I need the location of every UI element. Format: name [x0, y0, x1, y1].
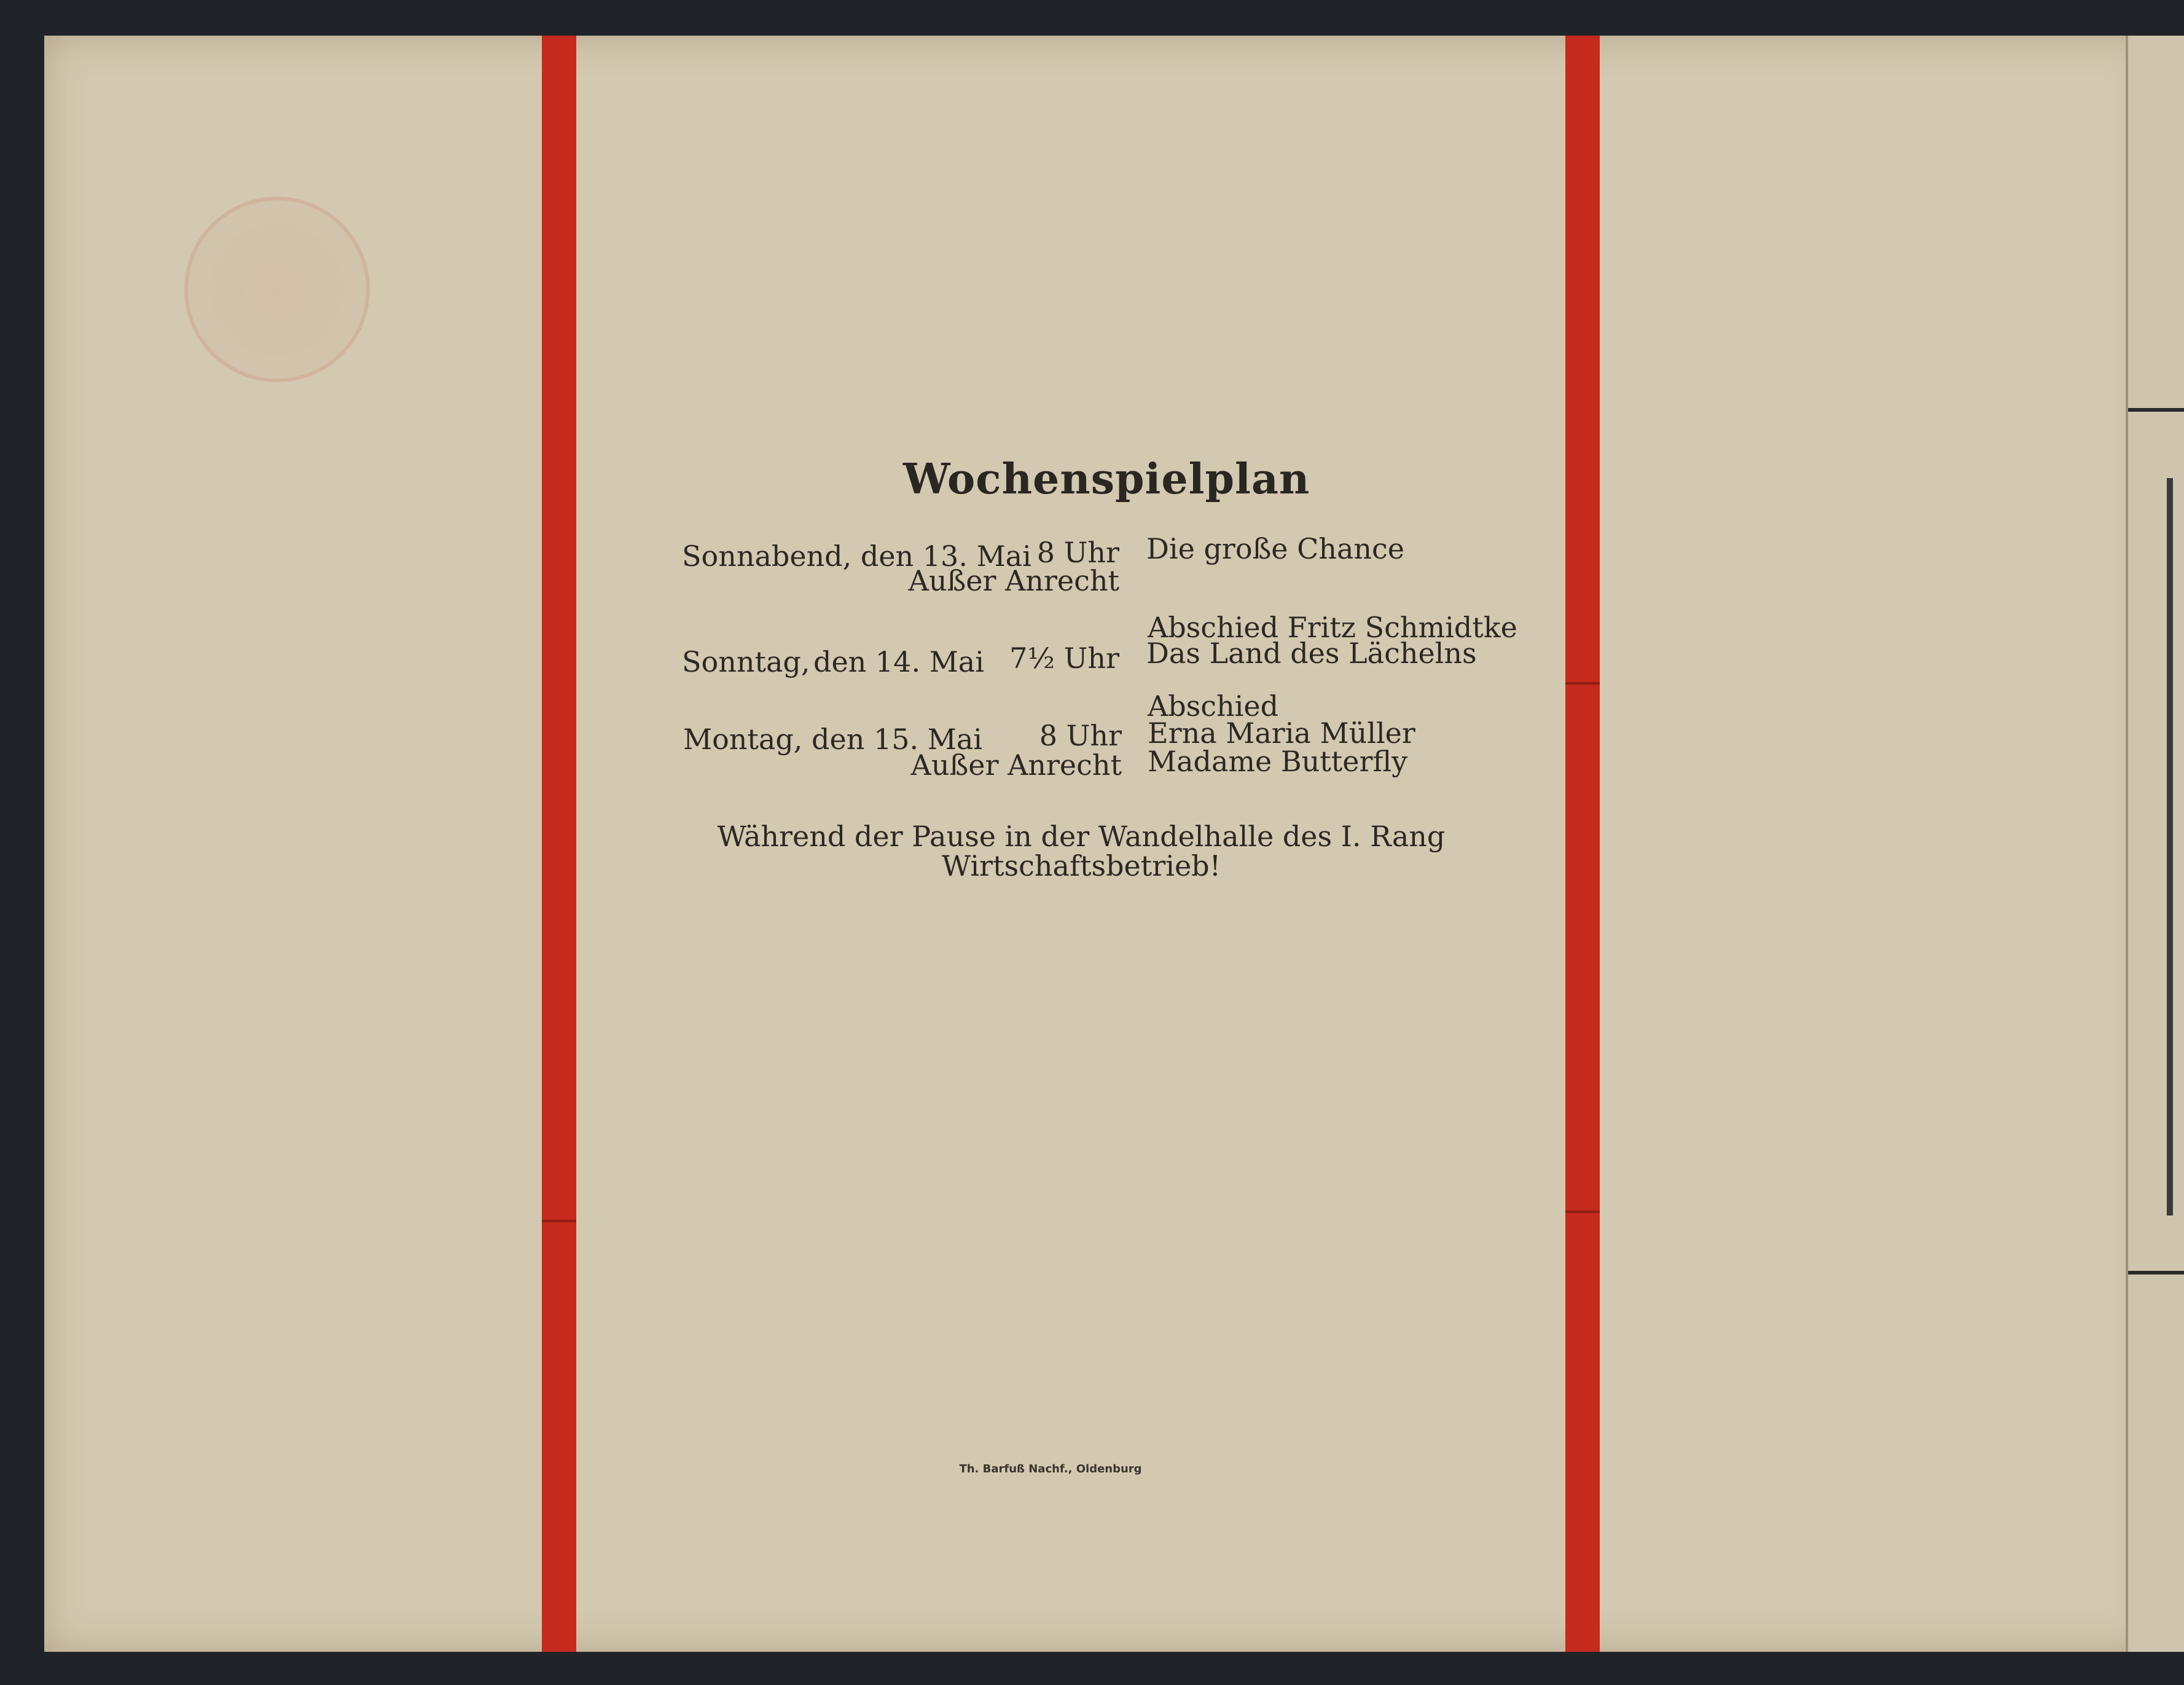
adjacent-rule	[2128, 408, 2184, 412]
fold-mark	[1565, 682, 1600, 685]
entry-date: Montag, den 15. Mai	[683, 723, 982, 756]
entry-farewell: Abschied Fritz Schmidtke	[1148, 611, 1517, 644]
red-stripe-left	[542, 36, 576, 1652]
adjacent-text-edge	[2167, 478, 2173, 1216]
adjacent-page-edge	[2126, 36, 2184, 1652]
entry-day: Sonntag,	[682, 645, 810, 678]
entry-time: 8 Uhr	[1039, 719, 1122, 752]
entry-time: 8 Uhr	[1036, 536, 1119, 569]
fold-mark	[1565, 1211, 1600, 1213]
entry-performance: Die große Chance	[1146, 532, 1404, 565]
intermission-line-1: Während der Pause in der Wandelhalle des I. Rang	[717, 820, 1446, 853]
entry-performance: Das Land des Lächelns	[1146, 637, 1477, 670]
entry-date: den 14. Mai	[813, 645, 984, 678]
red-stripe-right	[1565, 36, 1600, 1652]
adjacent-rule	[2128, 1271, 2184, 1275]
entry-performer: Erna Maria Müller	[1148, 717, 1415, 750]
faded-stamp	[184, 197, 370, 382]
intermission-line-2: Wirtschaftsbetrieb!	[941, 849, 1221, 882]
entry-performance: Madame Butterfly	[1148, 745, 1408, 778]
entry-time: 7½ Uhr	[1009, 642, 1119, 675]
printer-imprint: Th. Barfuß Nachf., Oldenburg	[959, 1463, 1142, 1475]
page-title: Wochenspielplan	[903, 455, 1310, 504]
fold-mark	[542, 1220, 576, 1222]
entry-note: Außer Anrecht	[908, 564, 1119, 597]
entry-date: Sonnabend, den 13. Mai	[682, 540, 1031, 573]
entry-note: Außer Anrecht	[910, 748, 1122, 782]
entry-farewell: Abschied	[1148, 689, 1279, 723]
